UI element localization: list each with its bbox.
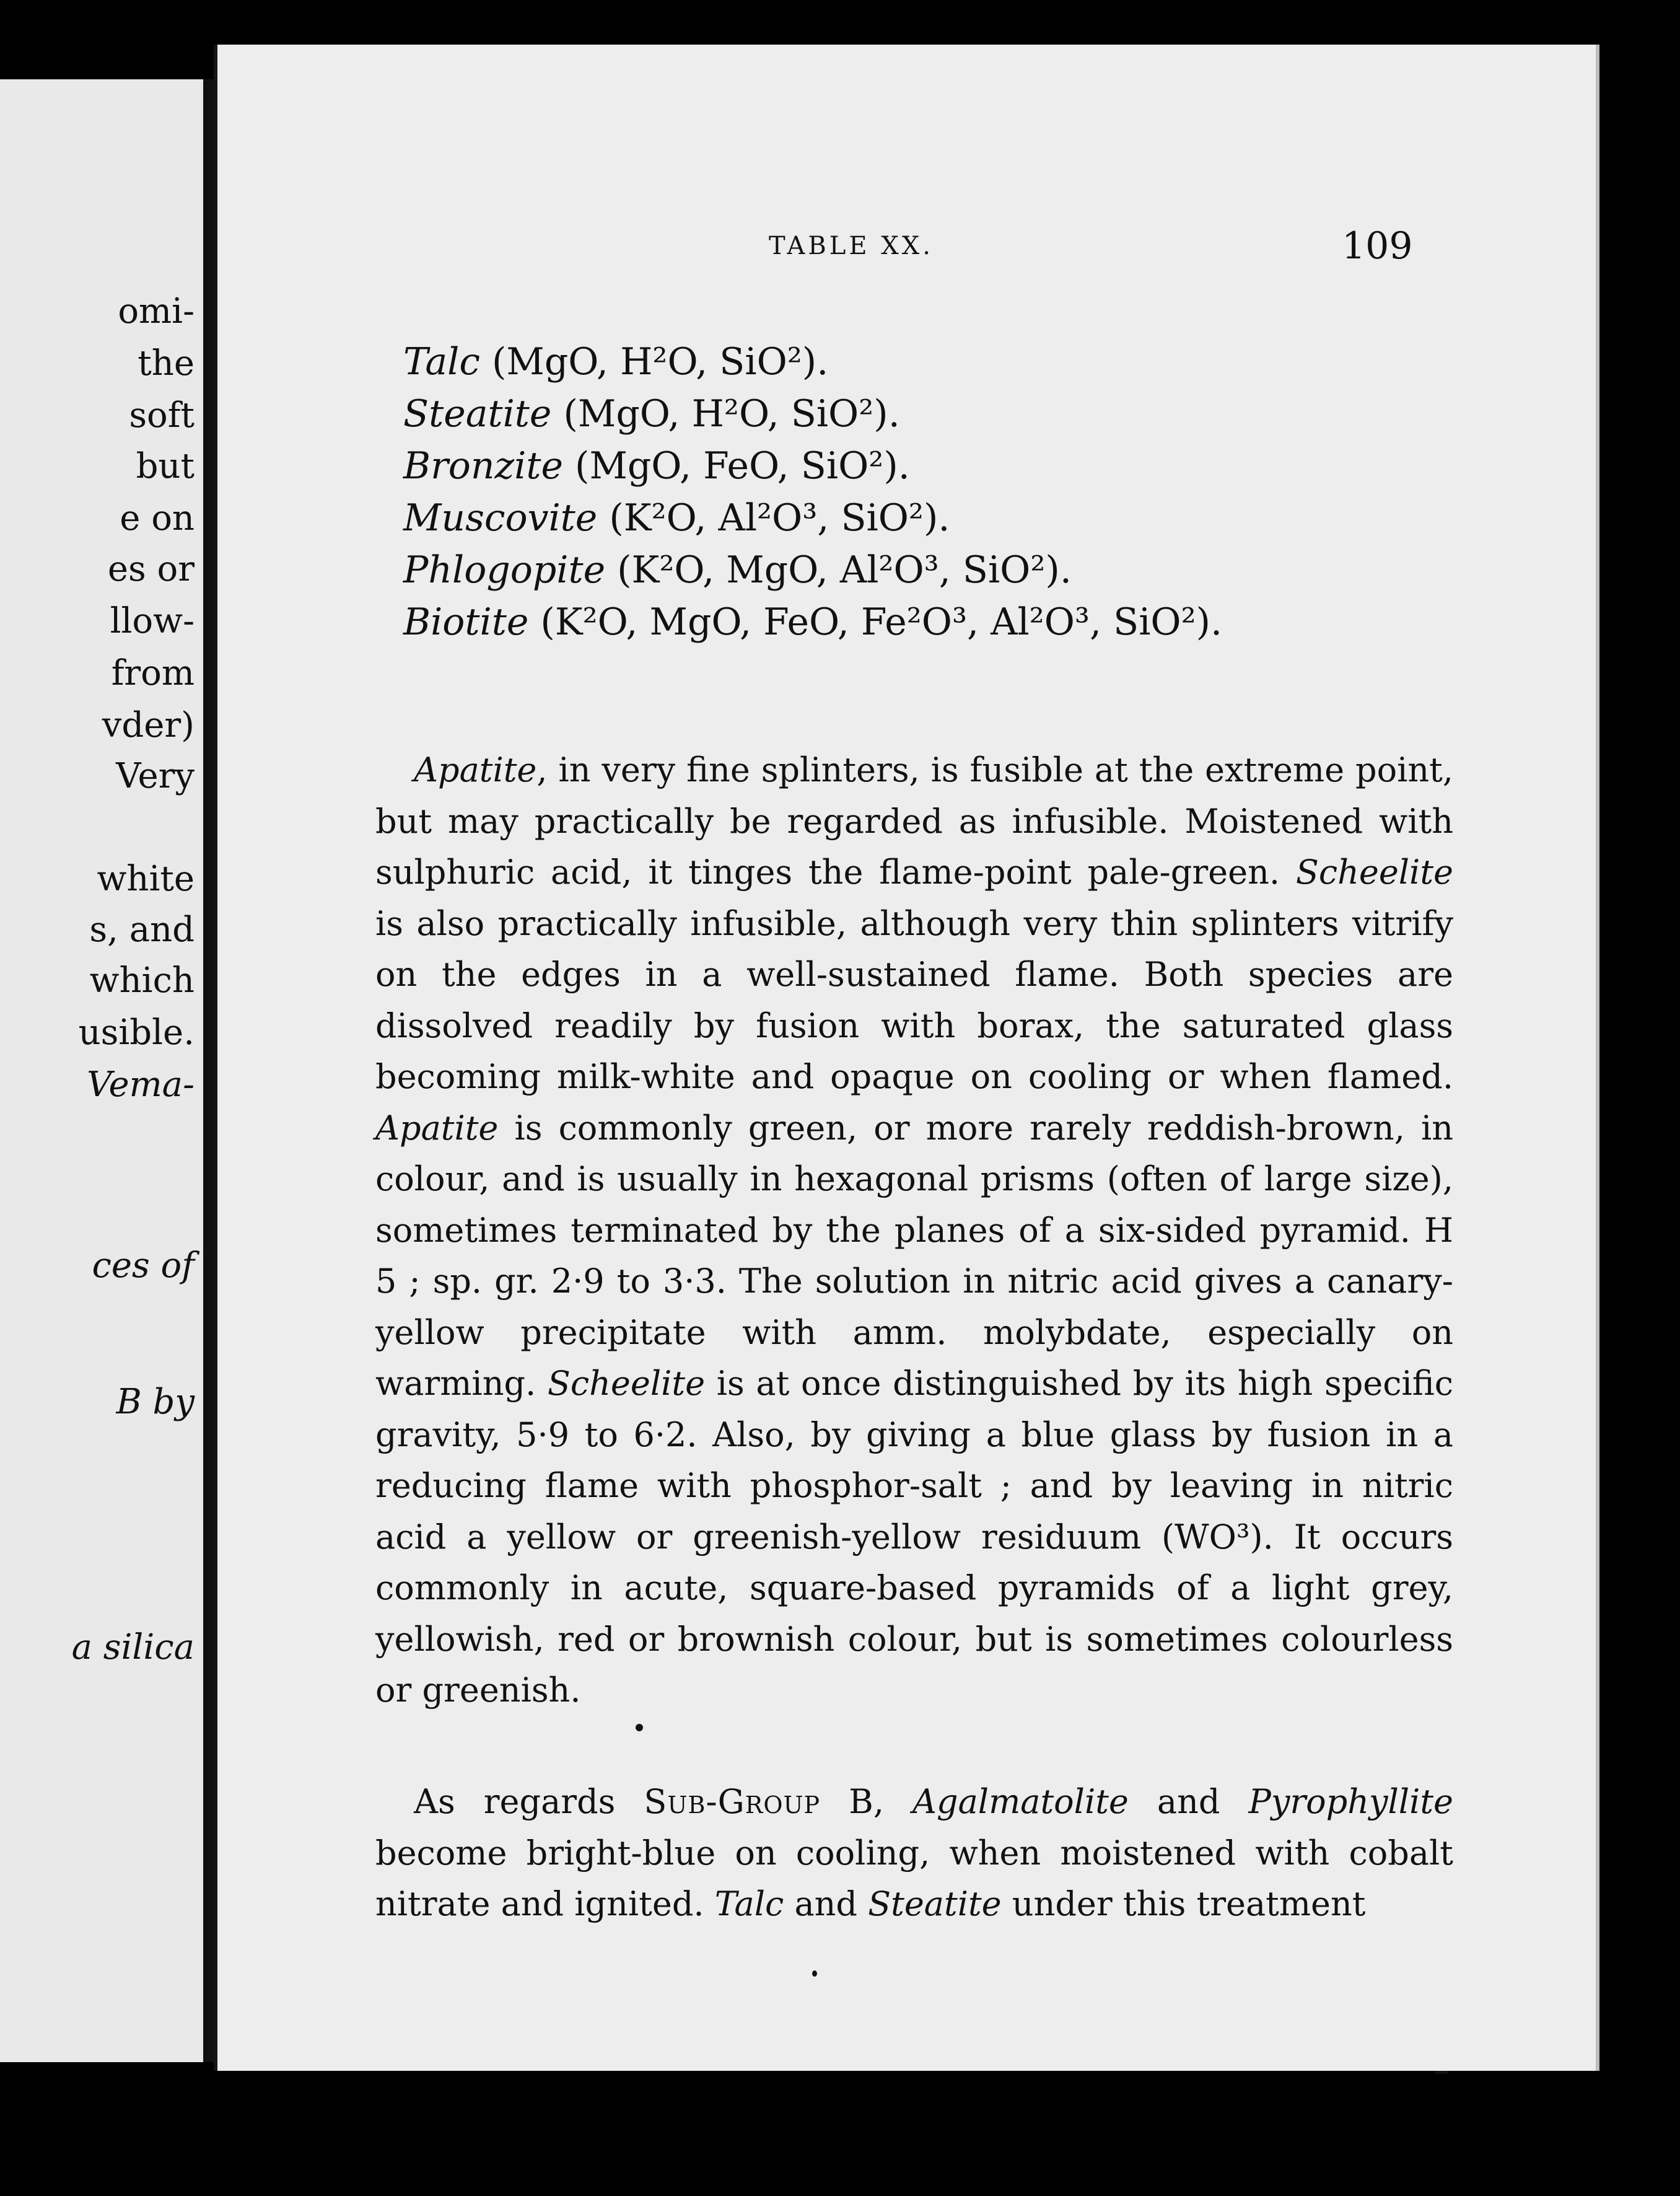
term-apatite: Apatite <box>375 1108 499 1148</box>
chemical-formula: (MgO, FeO, SiO²). <box>562 444 910 488</box>
mineral-name: Bronzite <box>403 444 563 488</box>
formula-line <box>403 596 1222 648</box>
mineral-name: Muscovite <box>403 496 598 540</box>
left-page-text-fragment: vder) <box>102 705 195 745</box>
formula-line <box>403 544 1222 596</box>
chemical-formula: (K²O, MgO, Al²O³, SiO²). <box>605 548 1072 592</box>
left-page-text-fragment: e on <box>120 498 195 538</box>
previous-page-fragment <box>0 79 203 2062</box>
left-page-text-fragment: Vema- <box>87 1065 195 1105</box>
left-page-text-fragment: a silica <box>71 1627 195 1667</box>
paragraph-apatite-scheelite: Apatite, in very fine splinters, is fusible at the extreme point, but may practically be regarded as infusible. Moistened with sulphuric acid, it tinges the flame-point pale-green. Scheelite is also practically infusible, although very thin splinters vitrify on the edges in a well-sustained flame. Both species are dissolved readily by fusion with borax, the saturated glass becoming milk-white and opaque on cooling or when flamed. Apatite is commonly green, or more rarely reddish-brown, in colour, and is usually in hexagonal prisms (often of large size), sometimes terminated by the planes of a six-sided pyramid. H 5 ; sp. gr. 2·9 to 3·3. The solution in nitric acid gives a canary-yellow precipitate with amm. molybdate, especially on warming. Scheelite is at once distinguished by its high specific gravity, 5·9 to 6·2. Also, by giving a blue glass by fusion in a reducing flame with phosphor-salt ; and by leaving in nitric acid a yellow or greenish-yellow residuum (WO³). It occurs commonly in acute, square-based pyramids of a light grey, yellowish, red or brownish colour, but is sometimes colourless or greenish. <box>375 750 1453 1710</box>
term-scheelite: Scheelite <box>547 1364 706 1403</box>
left-page-text-fragment: white <box>97 859 195 899</box>
mineral-name: Biotite <box>403 600 529 644</box>
term-agalmatolite: Agalmatolite <box>912 1782 1129 1821</box>
left-page-text-fragment: from <box>111 653 195 693</box>
left-page-text-fragment: es or <box>107 549 195 589</box>
left-page-text-fragment: ces of <box>92 1245 195 1286</box>
dust-speck <box>1435 2071 1448 2074</box>
left-page-text-fragment: but <box>136 446 195 486</box>
running-title: TABLE XX. <box>769 232 934 260</box>
dust-speck <box>812 1970 817 1977</box>
running-head <box>217 224 1596 274</box>
chemical-formula: (MgO, H²O, SiO²). <box>479 340 829 384</box>
mineral-formula-list <box>403 336 1222 648</box>
left-page-text-fragment: which <box>89 960 195 1001</box>
term-talc: Talc <box>714 1884 784 1923</box>
left-page-text-fragment: B by <box>116 1382 195 1422</box>
formula-line <box>403 336 1222 388</box>
left-page-text-fragment: soft <box>129 395 195 436</box>
paragraph-subgroup-b: As regards Sub-Group B, Agalmatolite and Pyrophyllite become bright-blue on cooling, when moistened with cobalt nitrate and ignited. Talc and Steatite under this treatment <box>375 1782 1454 1923</box>
left-page-text-fragment: usible. <box>78 1012 195 1053</box>
left-page-text-fragment: omi- <box>118 291 195 332</box>
left-page-text-fragment: llow- <box>110 601 195 641</box>
term-scheelite: Scheelite <box>1295 853 1453 892</box>
chemical-formula: (K²O, MgO, FeO, Fe²O³, Al²O³, SiO²). <box>528 600 1223 644</box>
formula-line <box>403 440 1222 492</box>
left-page-text-fragment: the <box>138 343 195 384</box>
mineral-name: Talc <box>403 340 480 384</box>
book-page <box>214 45 1599 2071</box>
term-pyrophyllite: Pyrophyllite <box>1248 1782 1454 1821</box>
mineral-name: Steatite <box>403 392 552 436</box>
term-sub-group: Sub-Group <box>644 1782 821 1821</box>
chemical-formula: (K²O, Al²O³, SiO²). <box>597 496 950 540</box>
term-apatite: Apatite <box>414 750 537 789</box>
mineral-name: Phlogopite <box>403 548 606 592</box>
left-page-text-fragment: Very <box>116 756 195 796</box>
dust-speck <box>636 1724 643 1731</box>
term-steatite: Steatite <box>868 1884 1002 1923</box>
formula-line <box>403 388 1222 440</box>
chemical-formula: (MgO, H²O, SiO²). <box>551 392 900 436</box>
left-page-text-fragment: s, and <box>89 910 195 950</box>
page-number: 109 <box>1342 224 1413 268</box>
formula-line <box>403 492 1222 544</box>
